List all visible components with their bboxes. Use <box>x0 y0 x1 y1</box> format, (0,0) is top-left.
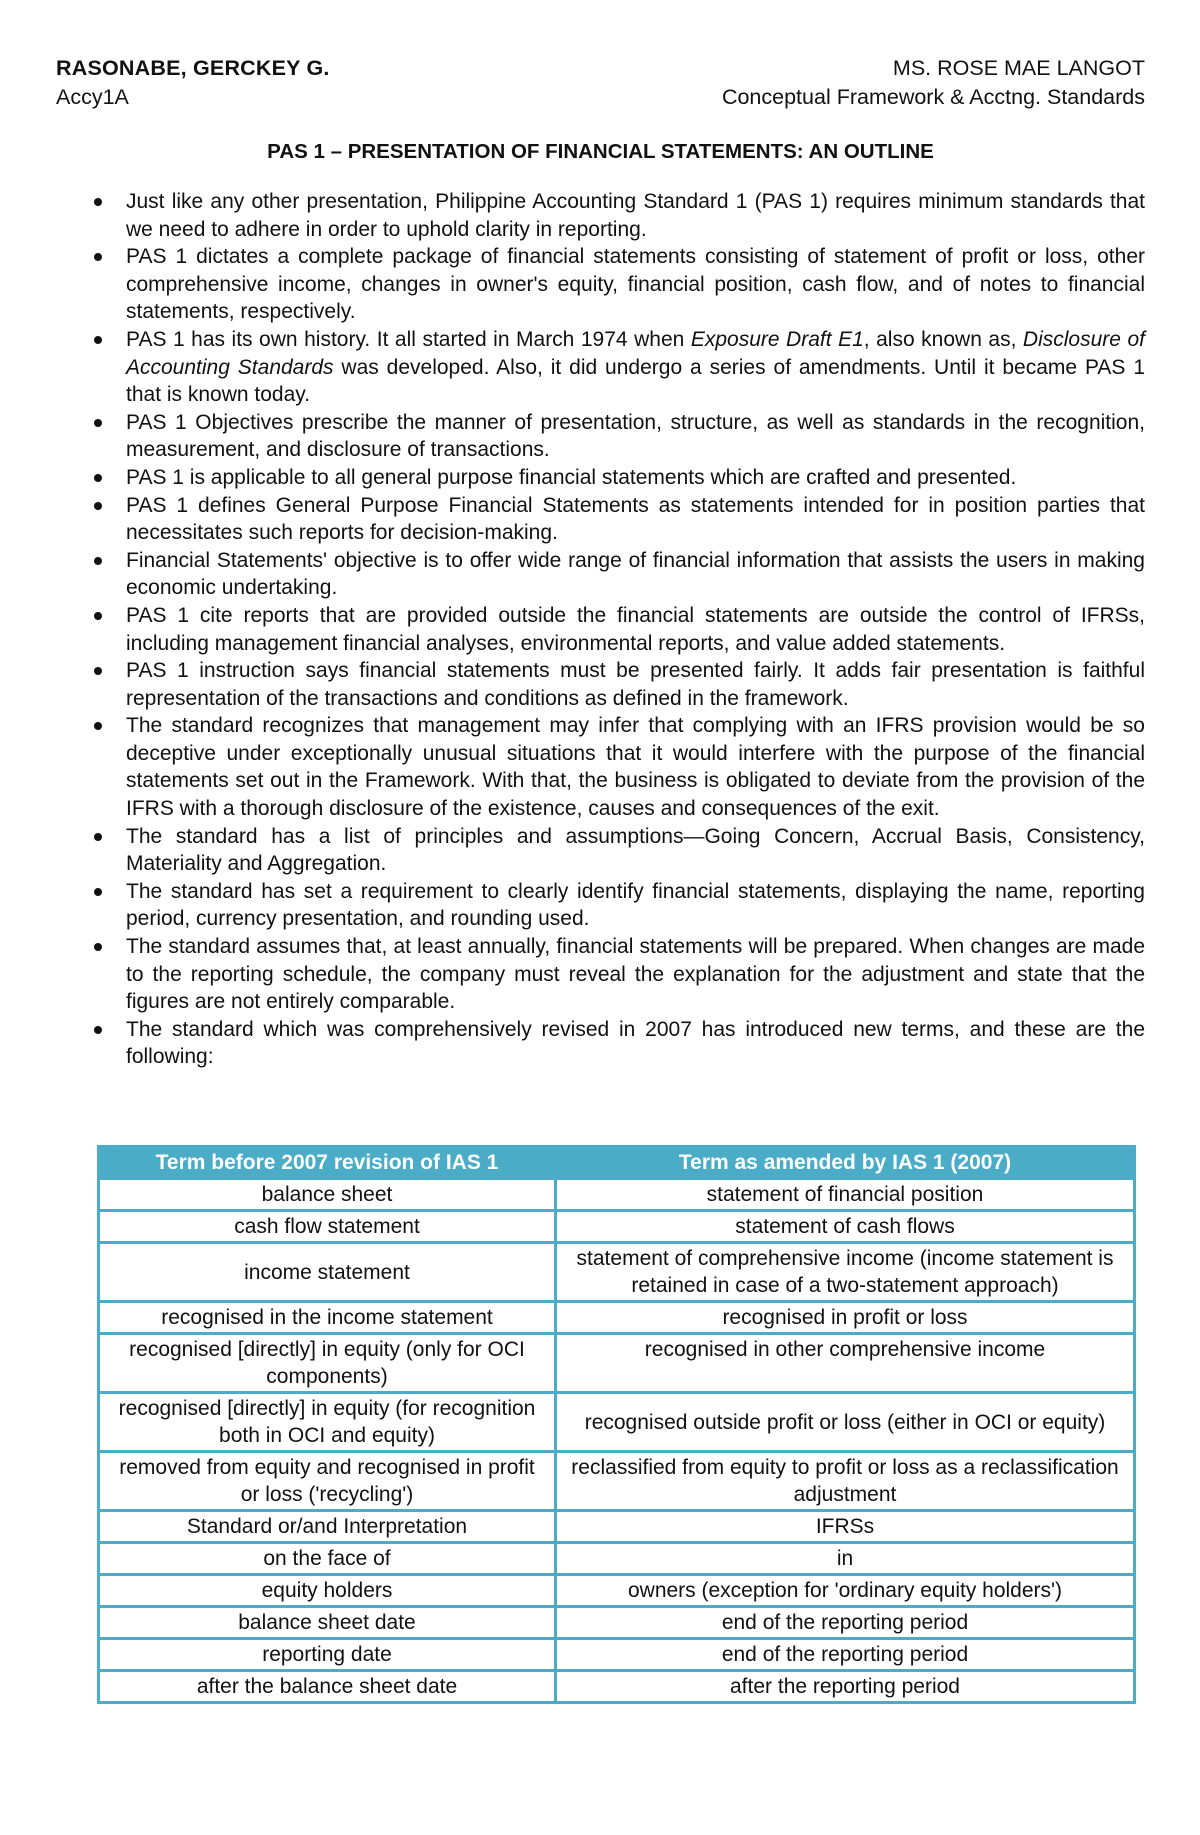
cell-after: end of the reporting period <box>556 1639 1135 1671</box>
bullet-text: PAS 1 has its own history. It all started in March 1974 when <box>126 327 691 351</box>
column-header-before: Term before 2007 revision of IAS 1 <box>99 1147 556 1179</box>
bullet-dot-icon <box>94 474 102 482</box>
bullet-text: The standard assumes that, at least annually, financial statements will be prepared. When changes are made to the reporting schedule, the company must reveal the explanation for the adjustment and state that the figures are not entirely comparable. <box>126 935 1145 1014</box>
cell-after: reclassified from equity to profit or loss as a reclassification adjustment <box>556 1452 1135 1511</box>
bullet-text: PAS 1 Objectives prescribe the manner of presentation, structure, as well as standards in the recognition, measurement, and disclosure of transactions. <box>126 410 1145 462</box>
cell-after: after the reporting period <box>556 1671 1135 1703</box>
bullet-item <box>56 657 1145 712</box>
document-page <box>56 54 1145 1071</box>
bullet-item <box>56 243 1145 326</box>
cell-before: reporting date <box>99 1639 556 1671</box>
cell-after: recognised in other comprehensive income <box>556 1334 1135 1393</box>
cell-after: owners (exception for 'ordinary equity holders') <box>556 1575 1135 1607</box>
bullet-item <box>56 823 1145 878</box>
bullet-item <box>56 326 1145 409</box>
bullet-item <box>56 1016 1145 1071</box>
cell-before: cash flow statement <box>99 1211 556 1243</box>
header-row-2 <box>56 83 1145 112</box>
bullet-item <box>56 878 1145 933</box>
section-label: Accy1A <box>56 85 129 109</box>
bullet-text: PAS 1 defines General Purpose Financial Statements as statements intended for in position parties that necessitates such reports for decision-making. <box>126 493 1145 545</box>
bullet-text: PAS 1 instruction says financial statements must be presented fairly. It adds fair presentation is faithful representation of the transactions and conditions as defined in the framework. <box>126 659 1145 710</box>
bullet-text-italic: Disclosure of Accounting Standards <box>126 327 1145 379</box>
table-row <box>99 1639 1135 1671</box>
cell-before: removed from equity and recognised in profit or loss ('recycling') <box>99 1452 556 1511</box>
cell-after: recognised in profit or loss <box>556 1302 1135 1334</box>
bullet-item <box>56 933 1145 1016</box>
bullet-dot-icon <box>94 557 102 565</box>
cell-after: statement of cash flows <box>556 1211 1135 1243</box>
bullet-item <box>56 547 1145 602</box>
cell-before: on the face of <box>99 1543 556 1575</box>
bullet-dot-icon <box>94 253 102 261</box>
table-row <box>99 1302 1135 1334</box>
bullet-dot-icon <box>94 833 102 841</box>
table-row <box>99 1179 1135 1211</box>
bullet-item <box>56 464 1145 492</box>
bullet-dot-icon <box>94 722 102 730</box>
bullet-text: PAS 1 dictates a complete package of financial statements consisting of statement of profit or loss, other comprehensive income, changes in owner's equity, financial position, cash flow, and of notes to financial statements, respectively. <box>126 245 1145 324</box>
table-row <box>99 1452 1135 1511</box>
document-title: PAS 1 – PRESENTATION OF FINANCIAL STATEMENTS: AN OUTLINE <box>267 140 934 163</box>
bullet-dot-icon <box>94 667 102 675</box>
bullet-item <box>56 492 1145 547</box>
bullet-dot-icon <box>94 198 102 206</box>
bullet-dot-icon <box>94 612 102 620</box>
cell-before: after the balance sheet date <box>99 1671 556 1703</box>
column-header-after: Term as amended by IAS 1 (2007) <box>556 1147 1135 1179</box>
table-row <box>99 1543 1135 1575</box>
bullet-text: was developed. Also, it did undergo a series of amendments. Until it became PAS 1 that is known today. <box>126 355 1145 407</box>
bullet-text: The standard which was comprehensively revised in 2007 has introduced new terms, and these are the following: <box>126 1017 1145 1069</box>
bullet-dot-icon <box>94 336 102 344</box>
bullet-text: PAS 1 is applicable to all general purpose financial statements which are crafted and presented. <box>126 465 1017 489</box>
bullet-item <box>56 188 1145 243</box>
bullet-text: Just like any other presentation, Philippine Accounting Standard 1 (PAS 1) requires minimum standards that we need to adhere in order to uphold clarity in reporting. <box>126 190 1145 241</box>
cell-before: recognised in the income statement <box>99 1302 556 1334</box>
table-row <box>99 1511 1135 1543</box>
table-row <box>99 1211 1135 1243</box>
bullet-dot-icon <box>94 502 102 510</box>
cell-before: income statement <box>99 1243 556 1302</box>
bullet-item <box>56 602 1145 657</box>
cell-before: equity holders <box>99 1575 556 1607</box>
bullet-item <box>56 409 1145 464</box>
bullet-dot-icon <box>94 419 102 427</box>
bullet-list <box>56 188 1145 1071</box>
bullet-text: The standard has a list of principles and assumptions—Going Concern, Accrual Basis, Consistency, Materiality and Aggregation. <box>126 824 1145 876</box>
instructor-name: MS. ROSE MAE LANGOT <box>892 56 1145 80</box>
bullet-item <box>56 712 1145 822</box>
table-row <box>99 1393 1135 1452</box>
bullet-dot-icon <box>94 943 102 951</box>
bullet-dot-icon <box>94 888 102 896</box>
header-row-1 <box>56 54 1145 83</box>
cell-after: statement of financial position <box>556 1179 1135 1211</box>
cell-before: balance sheet date <box>99 1607 556 1639</box>
table-header-row <box>99 1147 1135 1179</box>
cell-after: end of the reporting period <box>556 1607 1135 1639</box>
table-row <box>99 1575 1135 1607</box>
bullet-text-italic: Exposure Draft E1 <box>690 327 864 351</box>
cell-before: recognised [directly] in equity (only for OCI components) <box>99 1334 556 1393</box>
cell-after: statement of comprehensive income (income statement is retained in case of a two-statement approach) <box>556 1243 1135 1302</box>
bullet-text: PAS 1 cite reports that are provided outside the financial statements are outside the control of IFRSs, including management financial analyses, environmental reports, and value added statements. <box>126 603 1145 655</box>
course-label: Conceptual Framework & Acctng. Standards <box>721 85 1145 109</box>
student-name: RASONABE, GERCKEY G. <box>56 56 330 80</box>
cell-before: recognised [directly] in equity (for recognition both in OCI and equity) <box>99 1393 556 1452</box>
table-row <box>99 1671 1135 1703</box>
cell-after: in <box>556 1543 1135 1575</box>
cell-after: recognised outside profit or loss (either in OCI or equity) <box>556 1393 1135 1452</box>
cell-before: balance sheet <box>99 1179 556 1211</box>
bullet-dot-icon <box>94 1026 102 1034</box>
bullet-text: , also known as, <box>863 327 1023 351</box>
table-row <box>99 1243 1135 1302</box>
terms-table <box>97 1145 1136 1704</box>
bullet-text: Financial Statements' objective is to offer wide range of financial information that assists the users in making economic undertaking. <box>126 548 1145 600</box>
table-row <box>99 1334 1135 1393</box>
table-row <box>99 1607 1135 1639</box>
bullet-text: The standard has set a requirement to clearly identify financial statements, displaying the name, reporting period, currency presentation, and rounding used. <box>126 879 1145 931</box>
cell-before: Standard or/and Interpretation <box>99 1511 556 1543</box>
bullet-text: The standard recognizes that management may infer that complying with an IFRS provision would be so deceptive under exceptionally unusual situations that it would interfere with the purpose of the financial statements set out in the Framework. With that, the business is obligated to deviate from the provision of the IFRS with a thorough disclosure of the existence, causes and consequences of the exit. <box>126 714 1145 821</box>
cell-after: IFRSs <box>556 1511 1135 1543</box>
